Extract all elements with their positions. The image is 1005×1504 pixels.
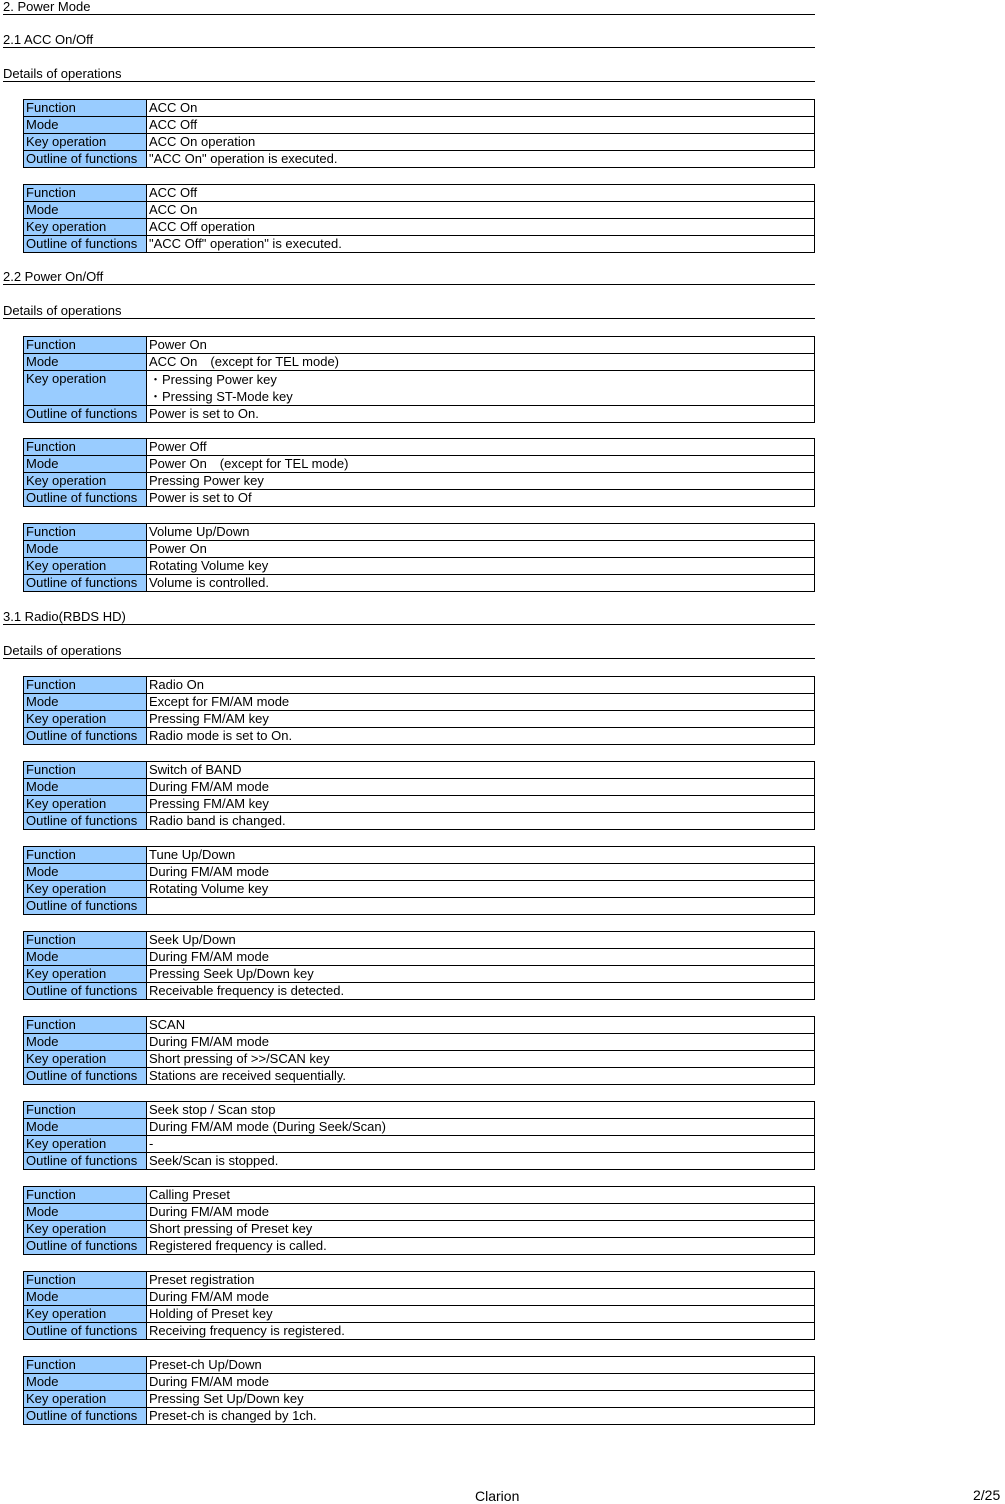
- key-operation-value: -: [147, 1136, 815, 1153]
- function-label: Function: [24, 1357, 147, 1374]
- function-label: Function: [24, 337, 147, 354]
- key-operation-value: ACC On operation: [147, 134, 815, 151]
- outline-value: Power is set to Of: [147, 490, 815, 507]
- mode-label: Mode: [24, 456, 147, 473]
- key-operation-value: Pressing Seek Up/Down key: [147, 966, 815, 983]
- function-value: Preset registration: [147, 1272, 815, 1289]
- operation-table: [23, 438, 815, 507]
- function-value: Volume Up/Down: [147, 524, 815, 541]
- outline-label: Outline of functions: [24, 1153, 147, 1170]
- operation-table: [23, 931, 815, 1000]
- function-value: Power On: [147, 337, 815, 354]
- outline-value: Receivable frequency is detected.: [147, 983, 815, 1000]
- mode-value: During FM/AM mode: [147, 1289, 815, 1306]
- operation-table: [23, 761, 815, 830]
- function-label: Function: [24, 1272, 147, 1289]
- key-operation-value: Short pressing of Preset key: [147, 1221, 815, 1238]
- mode-label: Mode: [24, 779, 147, 796]
- key-operation-label: Key operation: [24, 371, 147, 406]
- mode-label: Mode: [24, 541, 147, 558]
- key-operation-label: Key operation: [24, 134, 147, 151]
- function-label: Function: [24, 1102, 147, 1119]
- details-heading: Details of operations: [3, 304, 815, 319]
- mode-value: During FM/AM mode: [147, 1374, 815, 1391]
- operation-table: [23, 1356, 815, 1425]
- key-operation-label: Key operation: [24, 881, 147, 898]
- outline-value: Stations are received sequentially.: [147, 1068, 815, 1085]
- outline-value: "ACC Off" operation" is executed.: [147, 236, 815, 253]
- outline-label: Outline of functions: [24, 575, 147, 592]
- key-operation-value: ACC Off operation: [147, 219, 815, 236]
- key-operation-value: Holding of Preset key: [147, 1306, 815, 1323]
- operation-table: [23, 336, 815, 423]
- outline-value: Preset-ch is changed by 1ch.: [147, 1408, 815, 1425]
- key-operation-label: Key operation: [24, 558, 147, 575]
- mode-label: Mode: [24, 117, 147, 134]
- outline-value: "ACC On" operation is executed.: [147, 151, 815, 168]
- outline-label: Outline of functions: [24, 898, 147, 915]
- outline-value: Registered frequency is called.: [147, 1238, 815, 1255]
- function-label: Function: [24, 100, 147, 117]
- operation-table: [23, 1101, 815, 1170]
- mode-value: Power On: [147, 541, 815, 558]
- key-operation-value: [147, 371, 815, 406]
- function-label: Function: [24, 185, 147, 202]
- function-value: Seek stop / Scan stop: [147, 1102, 815, 1119]
- function-value: ACC On: [147, 100, 815, 117]
- function-label: Function: [24, 762, 147, 779]
- key-operation-label: Key operation: [24, 219, 147, 236]
- function-label: Function: [24, 1187, 147, 1204]
- key-operation-label: Key operation: [24, 1221, 147, 1238]
- key-operation-value: Pressing Power key: [147, 473, 815, 490]
- key-operation-value: Pressing Set Up/Down key: [147, 1391, 815, 1408]
- key-operation-value: Rotating Volume key: [147, 558, 815, 575]
- outline-label: Outline of functions: [24, 406, 147, 423]
- mode-value: During FM/AM mode: [147, 779, 815, 796]
- mode-label: Mode: [24, 949, 147, 966]
- operation-table: [23, 846, 815, 915]
- operation-table: [23, 99, 815, 168]
- outline-value: Seek/Scan is stopped.: [147, 1153, 815, 1170]
- mode-label: Mode: [24, 694, 147, 711]
- details-heading: Details of operations: [3, 67, 815, 82]
- function-label: Function: [24, 677, 147, 694]
- key-operation-line: ・Pressing ST-Mode key: [149, 389, 293, 404]
- key-operation-line: ・Pressing Power key: [149, 372, 277, 387]
- outline-value: Power is set to On.: [147, 406, 815, 423]
- outline-label: Outline of functions: [24, 728, 147, 745]
- function-value: Switch of BAND: [147, 762, 815, 779]
- key-operation-label: Key operation: [24, 966, 147, 983]
- operation-table: [23, 523, 815, 592]
- function-value: Preset-ch Up/Down: [147, 1357, 815, 1374]
- operation-table: [23, 1186, 815, 1255]
- outline-label: Outline of functions: [24, 1323, 147, 1340]
- outline-label: Outline of functions: [24, 151, 147, 168]
- mode-label: Mode: [24, 1204, 147, 1221]
- section-heading-power-mode: 2. Power Mode: [3, 0, 815, 15]
- function-value: Calling Preset: [147, 1187, 815, 1204]
- key-operation-value: Pressing FM/AM key: [147, 796, 815, 813]
- key-operation-label: Key operation: [24, 796, 147, 813]
- section-heading-radio: 3.1 Radio(RBDS HD): [3, 610, 815, 625]
- key-operation-label: Key operation: [24, 1391, 147, 1408]
- function-value: Tune Up/Down: [147, 847, 815, 864]
- function-label: Function: [24, 847, 147, 864]
- section-heading-acc-onoff: 2.1 ACC On/Off: [3, 33, 815, 48]
- mode-value: ACC On (except for TEL mode): [147, 354, 815, 371]
- function-label: Function: [24, 1017, 147, 1034]
- mode-value: Except for FM/AM mode: [147, 694, 815, 711]
- mode-value: During FM/AM mode: [147, 864, 815, 881]
- outline-label: Outline of functions: [24, 1238, 147, 1255]
- mode-value: During FM/AM mode: [147, 949, 815, 966]
- mode-label: Mode: [24, 1289, 147, 1306]
- mode-value: During FM/AM mode: [147, 1034, 815, 1051]
- mode-value: ACC Off: [147, 117, 815, 134]
- function-value: SCAN: [147, 1017, 815, 1034]
- outline-label: Outline of functions: [24, 983, 147, 1000]
- mode-label: Mode: [24, 1119, 147, 1136]
- function-label: Function: [24, 524, 147, 541]
- key-operation-label: Key operation: [24, 1136, 147, 1153]
- key-operation-label: Key operation: [24, 711, 147, 728]
- function-label: Function: [24, 932, 147, 949]
- outline-label: Outline of functions: [24, 1068, 147, 1085]
- outline-value: Receiving frequency is registered.: [147, 1323, 815, 1340]
- outline-label: Outline of functions: [24, 236, 147, 253]
- mode-value: ACC On: [147, 202, 815, 219]
- outline-value: Radio band is changed.: [147, 813, 815, 830]
- key-operation-value: Pressing FM/AM key: [147, 711, 815, 728]
- footer-brand: Clarion: [475, 1488, 520, 1504]
- outline-value: Volume is controlled.: [147, 575, 815, 592]
- mode-label: Mode: [24, 1034, 147, 1051]
- operation-table: [23, 1271, 815, 1340]
- outline-label: Outline of functions: [24, 490, 147, 507]
- mode-value: During FM/AM mode: [147, 1204, 815, 1221]
- key-operation-value: Rotating Volume key: [147, 881, 815, 898]
- mode-label: Mode: [24, 202, 147, 219]
- function-value: Seek Up/Down: [147, 932, 815, 949]
- mode-label: Mode: [24, 864, 147, 881]
- details-heading: Details of operations: [3, 644, 815, 659]
- key-operation-label: Key operation: [24, 473, 147, 490]
- page-number: 2/25: [973, 1487, 1001, 1503]
- mode-label: Mode: [24, 354, 147, 371]
- function-value: Power Off: [147, 439, 815, 456]
- outline-value: [147, 898, 815, 915]
- function-value: ACC Off: [147, 185, 815, 202]
- function-label: Function: [24, 439, 147, 456]
- operation-table: [23, 1016, 815, 1085]
- function-value: Radio On: [147, 677, 815, 694]
- section-heading-power-onoff: 2.2 Power On/Off: [3, 270, 815, 285]
- outline-label: Outline of functions: [24, 1408, 147, 1425]
- mode-value: During FM/AM mode (During Seek/Scan): [147, 1119, 815, 1136]
- operation-table: [23, 676, 815, 745]
- key-operation-value: Short pressing of >>/SCAN key: [147, 1051, 815, 1068]
- key-operation-label: Key operation: [24, 1306, 147, 1323]
- mode-label: Mode: [24, 1374, 147, 1391]
- mode-value: Power On (except for TEL mode): [147, 456, 815, 473]
- outline-value: Radio mode is set to On.: [147, 728, 815, 745]
- outline-label: Outline of functions: [24, 813, 147, 830]
- key-operation-label: Key operation: [24, 1051, 147, 1068]
- operation-table: [23, 184, 815, 253]
